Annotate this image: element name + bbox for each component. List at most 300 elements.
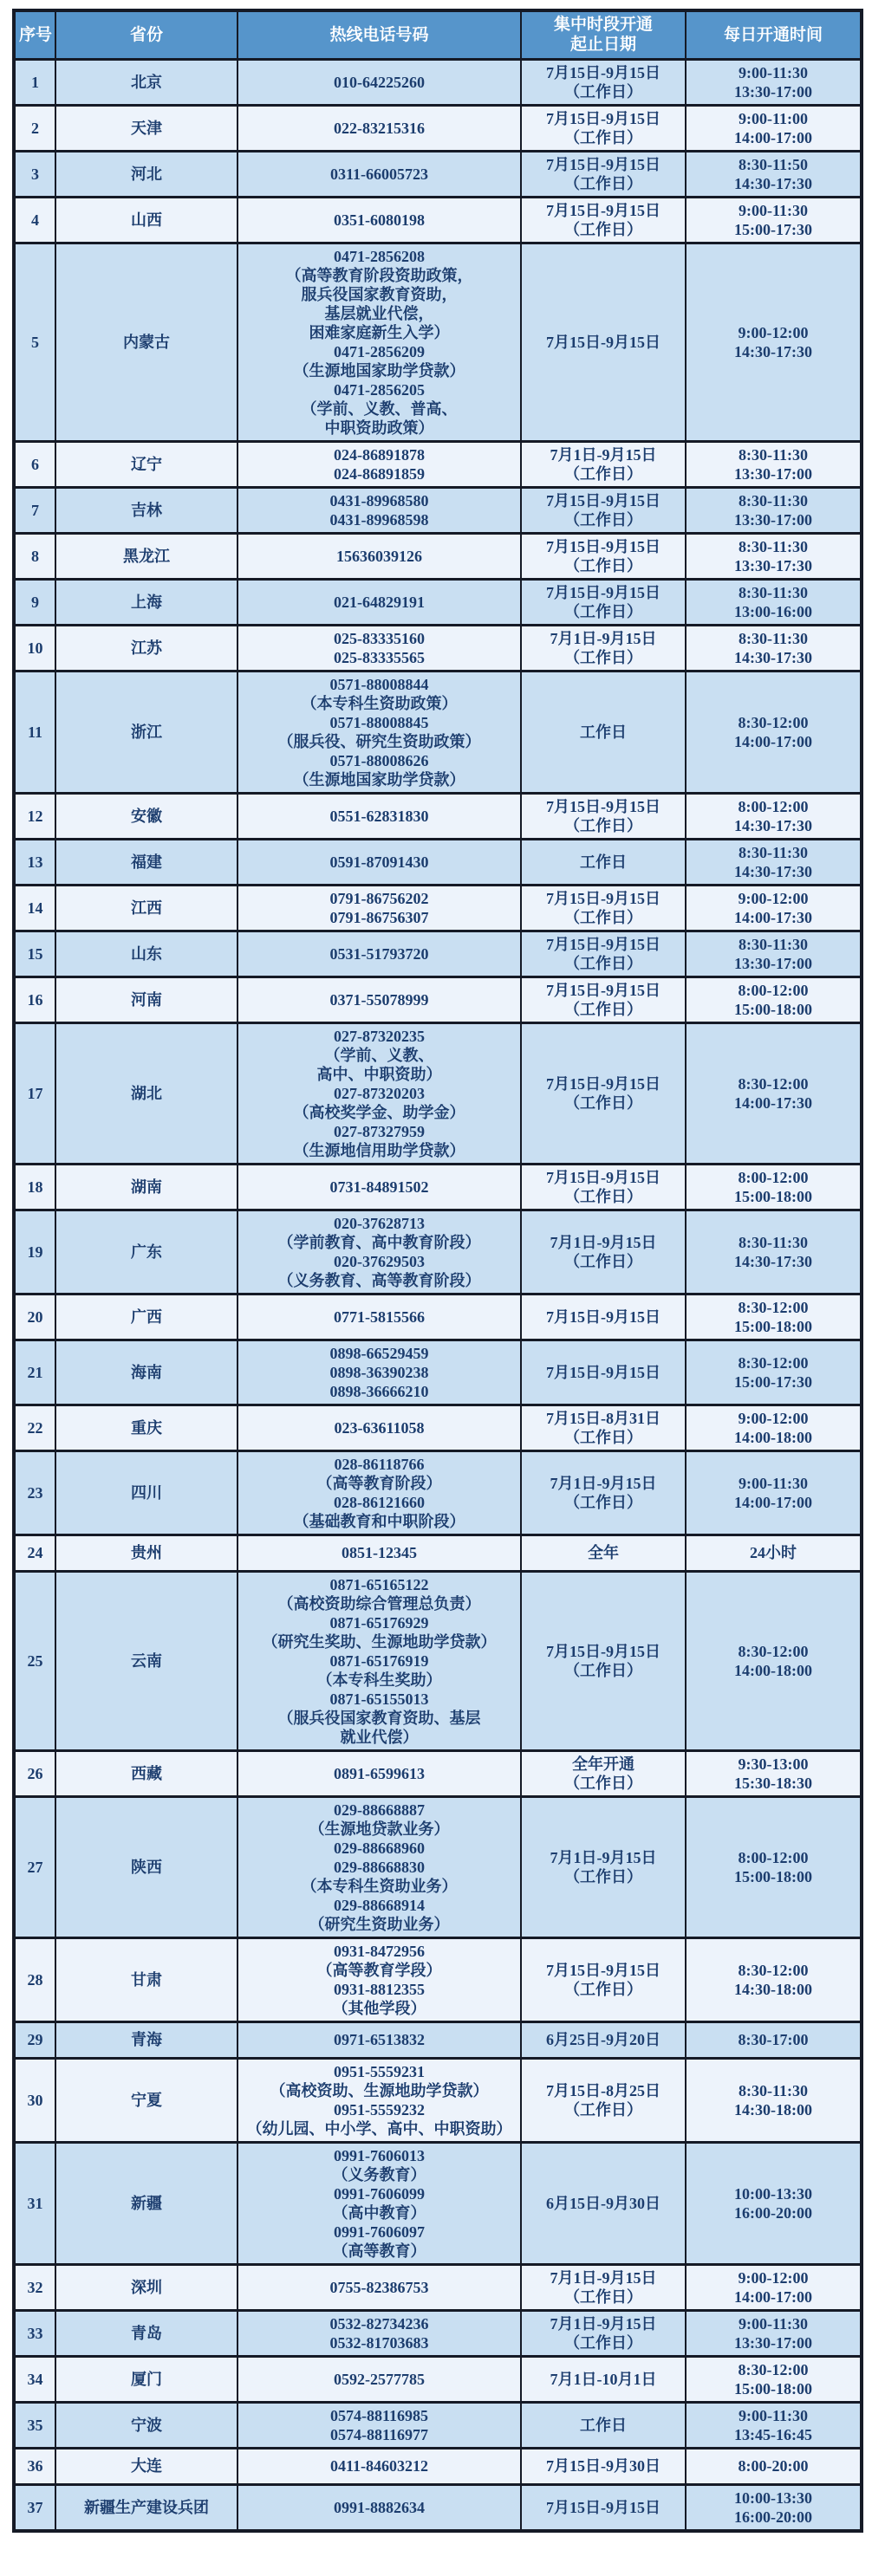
cell-times (686, 625, 862, 671)
cell-dates (521, 441, 686, 487)
cell-phone-line: （服兵役、研究生资助政策） (277, 732, 481, 750)
cell-dates (521, 1164, 686, 1210)
cell-province (55, 2484, 238, 2531)
table-body (14, 59, 862, 2531)
cell-phone-line: 0871-65155013 (329, 1690, 429, 1708)
cell-province (55, 243, 238, 441)
cell-phone-line: 困难家庭新生入学） (309, 323, 450, 341)
cell-phone-line: 0571-88008626 (329, 751, 429, 769)
table-row (14, 2356, 862, 2402)
cell-times (686, 1022, 862, 1164)
cell-phone-line: （高校资助综合管理总负责） (277, 1594, 481, 1612)
cell-dates-line: 7月1日-10月1日 (550, 2370, 657, 2388)
table-row (14, 1210, 862, 1294)
cell-phone (238, 625, 521, 671)
cell-province-line: 青岛 (131, 2324, 162, 2342)
cell-no-line: 17 (27, 1084, 43, 1102)
cell-times-line: 8:30-17:00 (738, 2031, 809, 2048)
table-row (14, 793, 862, 839)
table-row (14, 59, 862, 105)
cell-province-line: 深圳 (131, 2278, 162, 2296)
cell-phone (238, 59, 521, 105)
cell-phone-line: 025-83335565 (334, 648, 425, 666)
cell-province-line: 黑龙江 (123, 547, 170, 565)
cell-phone-line: 0771-5815566 (334, 1307, 425, 1326)
cell-dates (521, 105, 686, 151)
cell-phone (238, 1210, 521, 1294)
cell-times-line: 10:00-13:30 (734, 2184, 812, 2203)
cell-province (55, 977, 238, 1022)
cell-dates-line: 7月15日-9月15日 (546, 155, 661, 173)
header-dates-label-line1: 集中时段开通 (553, 16, 653, 35)
cell-times-line: 8:30-11:30 (739, 445, 808, 464)
table-row (14, 579, 862, 625)
cell-dates-line: 7月15日-8月25日 (546, 2081, 661, 2099)
cell-province-line: 浙江 (131, 723, 162, 741)
cell-phone-line: 0898-66529459 (329, 1344, 429, 1362)
cell-province-line: 上海 (131, 593, 162, 611)
cell-no (14, 441, 55, 487)
cell-times-line: 15:00-18:00 (734, 1187, 812, 1205)
cell-dates-line: （工作日） (564, 1661, 642, 1679)
cell-times-line: 15:00-18:00 (734, 1867, 812, 1885)
cell-phone-line: 0311-66005723 (329, 165, 428, 183)
cell-no (14, 533, 55, 579)
cell-phone-line: 029-88668914 (334, 1896, 425, 1914)
cell-no (14, 59, 55, 105)
cell-dates-line: （工作日） (564, 1428, 642, 1446)
cell-phone-line: 中职资助政策） (324, 419, 434, 437)
cell-dates-line: 7月1日-9月15日 (550, 629, 657, 647)
cell-times-line: 13:45-16:45 (734, 2425, 812, 2443)
cell-no-line: 29 (27, 2031, 43, 2048)
cell-dates (521, 1405, 686, 1450)
cell-province (55, 105, 238, 151)
cell-phone (238, 1571, 521, 1750)
cell-phone-line: 0951-5559231 (334, 2062, 425, 2080)
cell-dates-line: （工作日） (564, 954, 642, 972)
cell-dates-line: （工作日） (564, 128, 642, 146)
cell-dates-line: 7月15日-9月15日 (546, 333, 661, 351)
cell-times (686, 1937, 862, 2021)
cell-no (14, 1210, 55, 1294)
cell-times-line: 14:30-18:00 (734, 1980, 812, 1998)
cell-times-line: 14:00-17:00 (734, 2287, 812, 2306)
cell-province (55, 931, 238, 977)
cell-times-line: 14:00-18:00 (734, 1661, 812, 1679)
cell-times-line: 8:30-11:30 (739, 629, 808, 647)
cell-phone-line: 0471-2856205 (334, 380, 425, 399)
table-row (14, 2058, 862, 2142)
cell-no (14, 1750, 55, 1796)
cell-dates (521, 625, 686, 671)
cell-times (686, 59, 862, 105)
cell-times-line: 13:30-17:30 (734, 556, 812, 574)
cell-dates (521, 977, 686, 1022)
header-phone-label: 热线电话号码 (329, 25, 429, 44)
cell-times-line: 13:30-17:00 (734, 510, 812, 529)
cell-phone (238, 1294, 521, 1340)
cell-dates-line: （工作日） (564, 220, 642, 238)
cell-province-line: 辽宁 (131, 455, 162, 473)
cell-dates-line: 7月1日-9月15日 (550, 1474, 657, 1492)
cell-phone-line: （服兵役国家教育资助、基层 (277, 1709, 481, 1727)
cell-phone-line: 0532-81703683 (329, 2333, 429, 2352)
cell-times-line: 14:30-17:30 (734, 1252, 812, 1270)
cell-times-line: 8:00-12:00 (738, 1168, 809, 1186)
cell-phone-line: 服兵役国家教育资助， (301, 285, 458, 303)
cell-phone-line: 024-86891878 (334, 445, 425, 464)
cell-phone-line: 029-88668830 (334, 1858, 425, 1876)
cell-dates (521, 533, 686, 579)
cell-times (686, 1750, 862, 1796)
table-row (14, 1796, 862, 1937)
cell-province (55, 885, 238, 931)
cell-no-line: 21 (27, 1363, 43, 1381)
cell-no-line: 8 (31, 547, 39, 565)
cell-province (55, 197, 238, 243)
cell-phone-line: （学前、义教、普高、 (301, 399, 458, 418)
table-row (14, 1164, 862, 1210)
cell-phone-line: 0851-12345 (342, 1544, 417, 1561)
cell-dates (521, 1750, 686, 1796)
table-row (14, 2264, 862, 2310)
cell-times-line: 8:30-11:30 (739, 935, 808, 953)
cell-times (686, 931, 862, 977)
cell-times (686, 2356, 862, 2402)
cell-no (14, 1571, 55, 1750)
cell-province-line: 青海 (131, 2031, 162, 2048)
cell-phone (238, 1340, 521, 1405)
cell-dates (521, 243, 686, 441)
cell-dates-line: 7月15日-9月15日 (546, 201, 661, 219)
cell-phone-line: （高等教育） (332, 2242, 426, 2260)
cell-no-line: 2 (31, 119, 39, 137)
cell-times-line: 8:00-12:00 (738, 981, 809, 999)
cell-times-line: 14:30-17:30 (734, 816, 812, 834)
cell-province-line: 宁波 (131, 2416, 162, 2434)
cell-phone (238, 243, 521, 441)
cell-times-line: 15:00-18:00 (734, 1317, 812, 1335)
table-row (14, 977, 862, 1022)
cell-phone (238, 885, 521, 931)
cell-no-line: 22 (27, 1418, 43, 1437)
cell-dates-line: （工作日） (564, 908, 642, 926)
cell-times (686, 487, 862, 533)
cell-phone (238, 579, 521, 625)
cell-phone-line: 025-83335160 (334, 629, 425, 647)
cell-phone-line: 0991-8882634 (334, 2498, 425, 2516)
cell-times-line: 8:00-12:00 (738, 797, 809, 815)
cell-no (14, 1796, 55, 1937)
table-row (14, 105, 862, 151)
cell-phone-line: 0592-2577785 (334, 2370, 425, 2388)
cell-times-line: 8:30-12:00 (738, 1642, 809, 1660)
cell-times-line: 24小时 (750, 1544, 797, 1561)
cell-province (55, 2142, 238, 2264)
cell-dates-line: （工作日） (564, 1000, 642, 1018)
cell-phone-line: 023-63611058 (334, 1418, 425, 1437)
cell-times-line: 9:30-13:00 (738, 1755, 809, 1773)
cell-times-line: 8:30-12:00 (738, 1961, 809, 1979)
cell-province-line: 西藏 (131, 1764, 162, 1782)
cell-times-line: 14:30-17:30 (734, 648, 812, 666)
cell-phone (238, 2058, 521, 2142)
cell-dates-line: 7月15日-9月15日 (546, 2498, 661, 2516)
cell-times-line: 8:30-12:00 (738, 713, 809, 731)
cell-dates-line: （工作日） (564, 1187, 642, 1205)
cell-times (686, 151, 862, 197)
cell-times-line: 14:00-17:30 (734, 1093, 812, 1112)
cell-province (55, 533, 238, 579)
cell-province-line: 北京 (131, 73, 162, 91)
cell-no (14, 1405, 55, 1450)
cell-phone (238, 105, 521, 151)
cell-times (686, 1340, 862, 1405)
cell-phone-line: （生源地贷款业务） (309, 1820, 450, 1838)
cell-no (14, 105, 55, 151)
cell-times (686, 1164, 862, 1210)
cell-no (14, 2484, 55, 2531)
cell-province (55, 441, 238, 487)
cell-dates-line: 7月15日-9月15日 (546, 537, 661, 555)
cell-phone-line: 0931-8472956 (334, 1942, 425, 1960)
header-times-label: 每日开通时间 (723, 25, 823, 44)
cell-phone-line: 0431-89968580 (329, 491, 429, 509)
cell-times-line: 15:00-17:30 (734, 220, 812, 238)
cell-times-line: 9:00-11:30 (739, 201, 808, 219)
cell-no-line: 19 (27, 1243, 43, 1261)
cell-times (686, 1210, 862, 1294)
cell-province (55, 1571, 238, 1750)
header-dates (521, 10, 686, 59)
cell-times (686, 2058, 862, 2142)
cell-dates (521, 1294, 686, 1340)
cell-dates-line: 7月15日-9月15日 (546, 109, 661, 127)
cell-dates (521, 1535, 686, 1571)
cell-dates (521, 2484, 686, 2531)
table-row (14, 2021, 862, 2058)
cell-phone (238, 931, 521, 977)
cell-phone (238, 1450, 521, 1535)
cell-no (14, 793, 55, 839)
cell-times (686, 977, 862, 1022)
cell-province (55, 2356, 238, 2402)
cell-no-line: 35 (27, 2416, 43, 2434)
cell-dates (521, 1571, 686, 1750)
cell-no (14, 977, 55, 1022)
cell-phone-line: （生源地信用助学贷款） (293, 1141, 465, 1159)
cell-times-line: 14:00-17:00 (734, 1493, 812, 1511)
cell-phone (238, 671, 521, 793)
cell-phone (238, 2310, 521, 2356)
cell-province (55, 2310, 238, 2356)
cell-phone-line: 0891-6599613 (334, 1764, 425, 1782)
cell-province (55, 579, 238, 625)
cell-phone-line: （研究生资助业务） (309, 1915, 450, 1933)
table-row (14, 2448, 862, 2484)
cell-province (55, 1340, 238, 1405)
cell-province-line: 广西 (131, 1307, 162, 1326)
cell-dates (521, 2448, 686, 2484)
cell-no-line: 14 (27, 899, 43, 917)
cell-times (686, 197, 862, 243)
cell-dates-line: （工作日） (564, 556, 642, 574)
cell-dates (521, 1937, 686, 2021)
cell-no (14, 2448, 55, 2484)
cell-no-line: 7 (31, 501, 39, 519)
cell-phone-line: 0431-89968598 (329, 510, 429, 529)
header-province-label: 省份 (129, 25, 163, 44)
cell-times-line: 14:00-18:00 (734, 1428, 812, 1446)
cell-dates-line: （工作日） (564, 648, 642, 666)
cell-no (14, 487, 55, 533)
cell-no (14, 2402, 55, 2448)
cell-times (686, 793, 862, 839)
cell-phone-line: 027-87327959 (334, 1122, 425, 1140)
cell-dates-line: 7月15日-9月15日 (546, 1307, 661, 1326)
cell-phone (238, 977, 521, 1022)
table-row (14, 625, 862, 671)
cell-phone-line: 0755-82386753 (329, 2278, 429, 2296)
cell-no-line: 30 (27, 2091, 43, 2109)
cell-dates-line: 7月15日-9月15日 (546, 1074, 661, 1093)
cell-phone-line: （生源地国家助学贷款） (293, 770, 465, 788)
cell-dates-line: 7月1日-9月15日 (550, 2268, 657, 2287)
cell-dates-line: （工作日） (564, 1980, 642, 1998)
table-row (14, 2142, 862, 2264)
cell-province-line: 安徽 (131, 807, 162, 825)
cell-province-line: 广东 (131, 1243, 162, 1261)
cell-times-line: 9:00-11:00 (739, 109, 808, 127)
cell-times (686, 243, 862, 441)
cell-phone-line: 0991-7606097 (334, 2222, 425, 2241)
cell-times-line: 15:30-18:30 (734, 1774, 812, 1792)
cell-province-line: 吉林 (131, 501, 162, 519)
cell-province (55, 625, 238, 671)
cell-province (55, 1405, 238, 1450)
cell-province-line: 江西 (131, 899, 162, 917)
cell-phone-line: 027-87320203 (334, 1084, 425, 1102)
cell-times (686, 2142, 862, 2264)
cell-times-line: 15:00-18:00 (734, 2379, 812, 2398)
cell-no-line: 33 (27, 2324, 43, 2342)
header-no (14, 10, 55, 59)
cell-times (686, 839, 862, 885)
table-row (14, 151, 862, 197)
cell-dates-line: 7月15日-9月15日 (546, 583, 661, 601)
cell-no (14, 839, 55, 885)
cell-times (686, 2402, 862, 2448)
cell-no-line: 20 (27, 1307, 43, 1326)
cell-no (14, 243, 55, 441)
cell-phone (238, 533, 521, 579)
cell-no-line: 11 (27, 723, 42, 741)
cell-phone-line: （高校资助、生源地助学贷款） (270, 2081, 489, 2099)
cell-phone-line: 020-37628713 (334, 1214, 425, 1232)
cell-phone (238, 1405, 521, 1450)
cell-no (14, 2021, 55, 2058)
cell-times-line: 14:00-17:00 (734, 732, 812, 750)
cell-province (55, 1750, 238, 1796)
cell-no-line: 32 (27, 2278, 43, 2296)
cell-times-line: 8:30-12:00 (738, 1298, 809, 1316)
cell-times (686, 2484, 862, 2531)
cell-phone-line: 0971-6513832 (334, 2031, 425, 2048)
cell-dates (521, 1210, 686, 1294)
cell-times (686, 533, 862, 579)
cell-times-line: 10:00-13:30 (734, 2488, 812, 2507)
cell-phone (238, 839, 521, 885)
cell-times-line: 8:30-11:30 (739, 2081, 808, 2099)
cell-phone-line: 0951-5559232 (334, 2100, 425, 2119)
cell-no (14, 2356, 55, 2402)
cell-times-line: 9:00-12:00 (738, 323, 809, 341)
cell-phone (238, 2402, 521, 2448)
cell-times (686, 105, 862, 151)
cell-phone-line: 0591-87091430 (329, 853, 429, 871)
cell-province-line: 云南 (131, 1651, 162, 1670)
cell-dates (521, 2402, 686, 2448)
cell-no (14, 197, 55, 243)
cell-dates-line: 7月15日-9月15日 (546, 491, 661, 509)
cell-dates (521, 487, 686, 533)
cell-phone-line: （本专科生资助政策） (301, 694, 458, 712)
cell-times-line: 9:00-12:00 (738, 889, 809, 907)
cell-dates-line: （工作日） (564, 510, 642, 529)
cell-phone (238, 2142, 521, 2264)
cell-times (686, 441, 862, 487)
cell-province (55, 2264, 238, 2310)
cell-dates (521, 2058, 686, 2142)
cell-phone-line: 022-83215316 (334, 119, 425, 137)
cell-times-line: 8:30-11:30 (739, 491, 808, 509)
cell-no-line: 1 (31, 73, 39, 91)
cell-dates (521, 793, 686, 839)
cell-phone-line: （研究生奖助、生源地助学贷款） (262, 1632, 497, 1651)
cell-phone-line: （本专科生奖助） (316, 1671, 442, 1689)
cell-dates-line: 7月15日-9月15日 (546, 981, 661, 999)
header-dates-label-line2: 起止日期 (569, 36, 636, 55)
cell-phone-line: 0871-65176929 (329, 1613, 429, 1632)
cell-phone-line: 021-64829191 (334, 593, 425, 611)
cell-times (686, 1294, 862, 1340)
cell-phone-line: （高校奖学金、助学金） (293, 1103, 465, 1121)
cell-phone-line: 0471-2856208 (334, 247, 425, 265)
cell-times-line: 15:00-17:30 (734, 1372, 812, 1391)
cell-dates-line: 全年 (588, 1544, 619, 1561)
cell-province (55, 2021, 238, 2058)
cell-province-line: 山东 (131, 944, 162, 963)
cell-dates-line: 7月15日-9月15日 (546, 1168, 661, 1186)
cell-phone-line: 高中、中职资助） (316, 1065, 442, 1083)
cell-province (55, 1535, 238, 1571)
cell-no-line: 12 (27, 807, 43, 825)
cell-times-line: 8:30-11:30 (739, 537, 808, 555)
cell-no-line: 31 (27, 2194, 43, 2212)
cell-phone (238, 151, 521, 197)
cell-phone (238, 1535, 521, 1571)
cell-phone (238, 197, 521, 243)
cell-no-line: 5 (31, 333, 39, 351)
cell-times (686, 2448, 862, 2484)
cell-province-line: 河北 (131, 165, 162, 183)
cell-times (686, 1535, 862, 1571)
cell-province (55, 839, 238, 885)
cell-dates-line: （工作日） (564, 1867, 642, 1885)
cell-dates-line: （工作日） (564, 1093, 642, 1112)
cell-times-line: 13:30-17:00 (734, 82, 812, 101)
